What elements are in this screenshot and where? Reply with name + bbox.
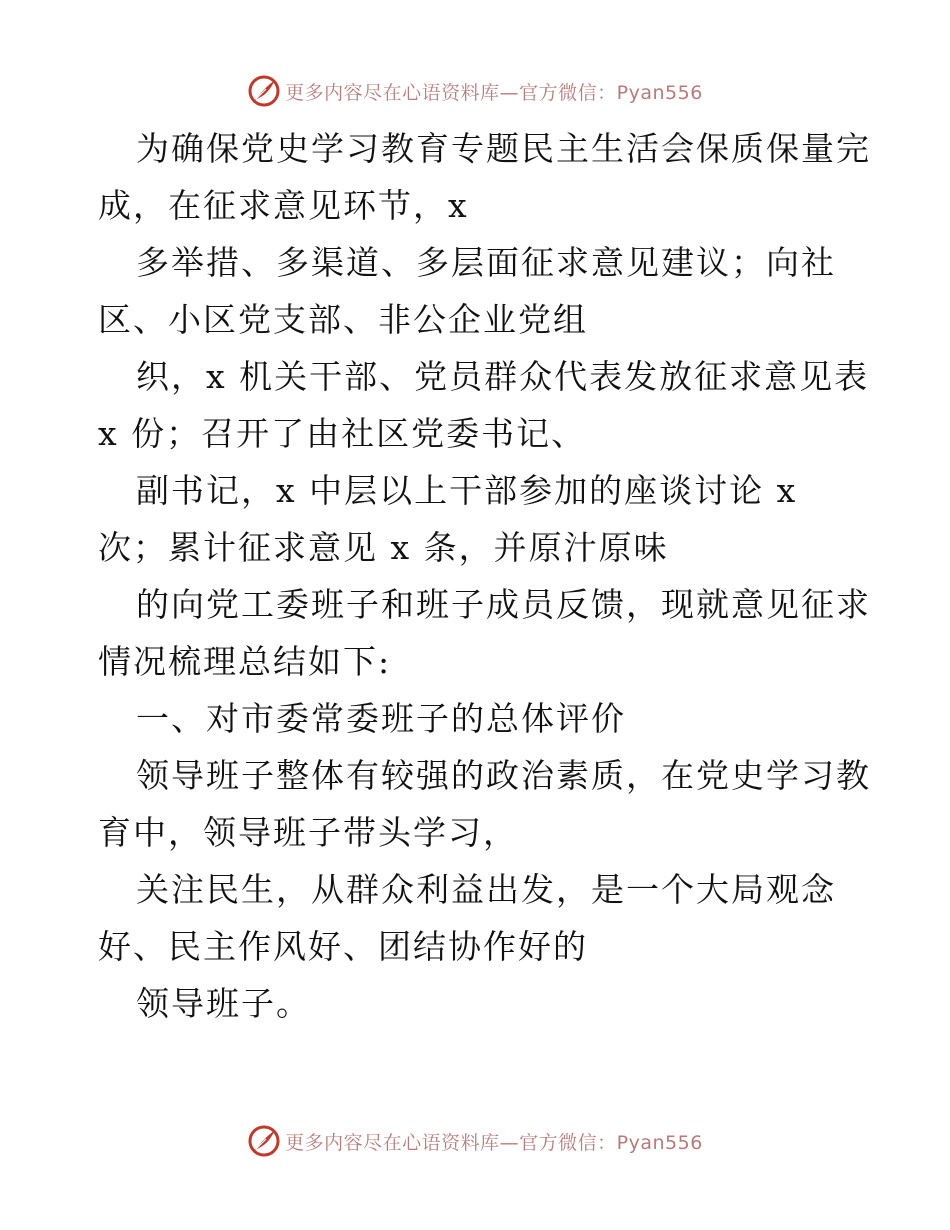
text-line: x 份；召开了由社区党委书记、 — [98, 414, 587, 453]
text-line: 好、民主作风好、团结协作好的 — [98, 927, 588, 966]
text-line: 的向党工委班子和班子成员反馈，现就意见征求 — [136, 585, 871, 624]
feather-pen-icon — [247, 1124, 281, 1158]
section-heading: 一、对市委常委班子的总体评价 — [136, 699, 626, 738]
text-line: 织，x 机关干部、党员群众代表发放征求意见表 — [136, 357, 870, 396]
footer-watermark — [0, 1121, 950, 1161]
text-line: 领导班子整体有较强的政治素质，在党史学习教 — [136, 756, 871, 795]
watermark-text: 更多内容尽在心语资料库—官方微信：Pyan556 — [285, 81, 703, 104]
text-line: 领导班子。 — [136, 984, 311, 1023]
watermark-text: 更多内容尽在心语资料库—官方微信：Pyan556 — [285, 1131, 703, 1154]
header-watermark — [0, 71, 950, 111]
text-line: 副书记，x 中层以上干部参加的座谈讨论 x — [136, 471, 798, 510]
document-body — [98, 120, 871, 1032]
text-line: 为确保党史学习教育专题民主生活会保质保量完 — [136, 129, 871, 168]
text-line: 关注民生，从群众利益出发，是一个大局观念 — [136, 870, 836, 909]
text-line: 成，在征求意见环节，x — [98, 186, 469, 225]
text-line: 多举措、多渠道、多层面征求意见建议；向社 — [136, 243, 836, 282]
text-line: 次；累计征求意见 x 条，并原汁原味 — [98, 528, 669, 567]
text-line: 育中，领导班子带头学习， — [98, 813, 518, 852]
text-line: 情况梳理总结如下: — [98, 642, 392, 681]
feather-pen-icon — [247, 74, 281, 108]
text-line: 区、小区党支部、非公企业党组 — [98, 300, 588, 339]
